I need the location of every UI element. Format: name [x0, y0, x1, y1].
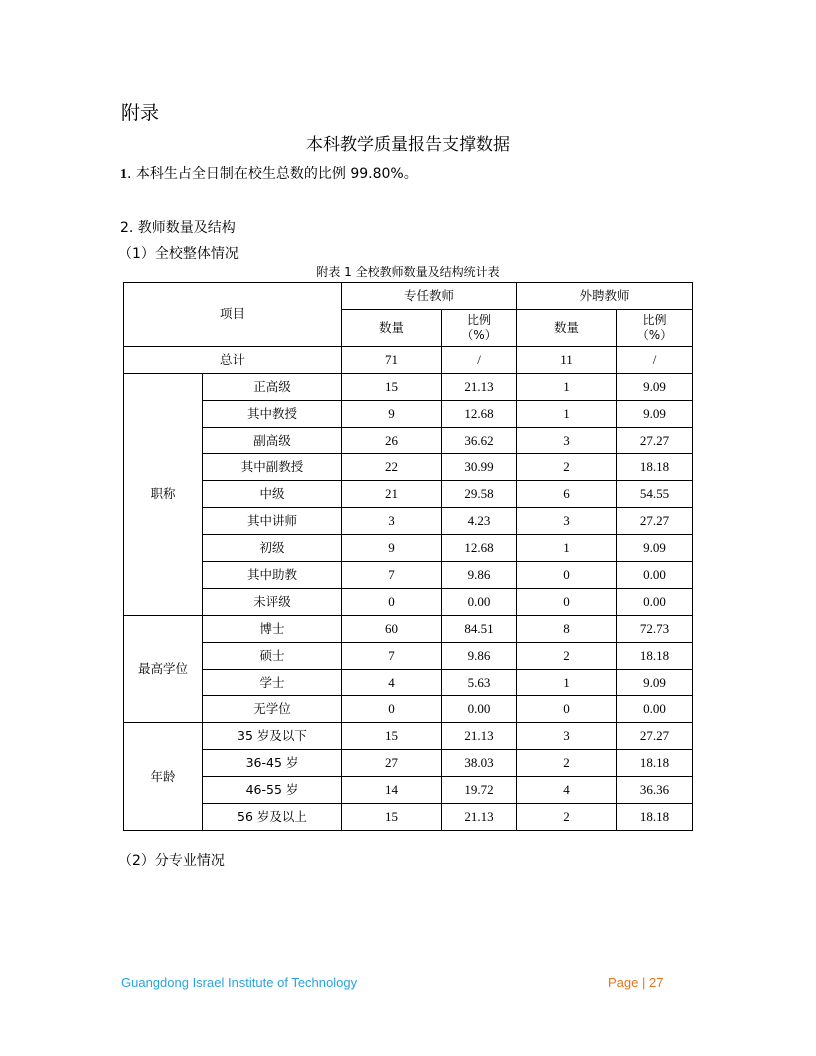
ext-count: 2 [517, 454, 617, 481]
header-item: 项目 [124, 283, 342, 347]
full-ratio: 21.13 [442, 804, 517, 831]
ext-ratio: 27.27 [617, 723, 693, 750]
row-label: 36-45 岁 [203, 750, 342, 777]
subsection-2-heading: （2）分专业情况 [118, 853, 225, 869]
full-ratio: 12.68 [442, 400, 517, 427]
full-ratio: 21.13 [442, 373, 517, 400]
ext-ratio: 18.18 [617, 454, 693, 481]
header-full-time: 专任教师 [342, 283, 517, 310]
full-count: 4 [342, 669, 442, 696]
ext-count: 4 [517, 777, 617, 804]
total-label: 总计 [124, 346, 342, 373]
total-full-ratio: / [442, 346, 517, 373]
table-row [124, 804, 693, 831]
footer-institution: Guangdong Israel Institute of Technology [121, 975, 358, 990]
table-row [124, 642, 693, 669]
ext-ratio: 9.09 [617, 535, 693, 562]
ext-count: 0 [517, 588, 617, 615]
report-title: 本科教学质量报告支撑数据 [306, 135, 510, 155]
full-count: 14 [342, 777, 442, 804]
ext-count: 3 [517, 723, 617, 750]
full-ratio: 29.58 [442, 481, 517, 508]
item-1-body: . 本科生占全日制在校生总数的比例 99.80%。 [127, 166, 418, 182]
item-1-number: 1 [120, 167, 127, 182]
header-full-ratio: 比例 （%） [442, 309, 517, 346]
ext-count: 3 [517, 427, 617, 454]
ext-count: 1 [517, 535, 617, 562]
ext-count: 2 [517, 804, 617, 831]
ext-ratio: 0.00 [617, 588, 693, 615]
header-ext-count: 数量 [517, 309, 617, 346]
full-count: 26 [342, 427, 442, 454]
total-ext-count: 11 [517, 346, 617, 373]
full-ratio: 38.03 [442, 750, 517, 777]
table-row [124, 373, 693, 400]
row-label: 未评级 [203, 588, 342, 615]
full-count: 3 [342, 508, 442, 535]
table-row [124, 615, 693, 642]
ext-ratio: 9.09 [617, 669, 693, 696]
ext-ratio: 18.18 [617, 804, 693, 831]
full-count: 9 [342, 400, 442, 427]
full-count: 27 [342, 750, 442, 777]
table-row [124, 427, 693, 454]
full-count: 21 [342, 481, 442, 508]
ext-count: 2 [517, 642, 617, 669]
ext-count: 6 [517, 481, 617, 508]
row-label: 中级 [203, 481, 342, 508]
table-row [124, 508, 693, 535]
ext-ratio: 9.09 [617, 373, 693, 400]
table-caption: 附表 1 全校教师数量及结构统计表 [316, 265, 500, 279]
row-label: 35 岁及以下 [203, 723, 342, 750]
ext-ratio: 72.73 [617, 615, 693, 642]
ext-count: 0 [517, 562, 617, 589]
total-ext-ratio: / [617, 346, 693, 373]
row-label: 正高级 [203, 373, 342, 400]
full-ratio: 21.13 [442, 723, 517, 750]
full-ratio: 19.72 [442, 777, 517, 804]
item-1-text [120, 163, 418, 183]
table-row [124, 777, 693, 804]
full-count: 7 [342, 562, 442, 589]
ext-ratio: 27.27 [617, 427, 693, 454]
full-count: 0 [342, 588, 442, 615]
ext-ratio: 54.55 [617, 481, 693, 508]
row-label: 无学位 [203, 696, 342, 723]
table-row [124, 723, 693, 750]
full-ratio: 0.00 [442, 588, 517, 615]
table-row [124, 696, 693, 723]
row-label: 其中副教授 [203, 454, 342, 481]
ext-ratio: 18.18 [617, 750, 693, 777]
header-external: 外聘教师 [517, 283, 693, 310]
row-label: 初级 [203, 535, 342, 562]
table-row [124, 535, 693, 562]
table-row [124, 481, 693, 508]
ext-count: 8 [517, 615, 617, 642]
table-row [124, 454, 693, 481]
ext-ratio: 36.36 [617, 777, 693, 804]
group-label: 职称 [124, 373, 203, 615]
header-ext-ratio: 比例 （%） [617, 309, 693, 346]
ext-count: 2 [517, 750, 617, 777]
row-label: 副高级 [203, 427, 342, 454]
ext-ratio: 0.00 [617, 562, 693, 589]
row-label: 学士 [203, 669, 342, 696]
full-ratio: 0.00 [442, 696, 517, 723]
group-label: 年龄 [124, 723, 203, 831]
ext-count: 1 [517, 669, 617, 696]
row-label: 其中教授 [203, 400, 342, 427]
table-row [124, 669, 693, 696]
ext-count: 0 [517, 696, 617, 723]
table-row [124, 400, 693, 427]
full-count: 22 [342, 454, 442, 481]
full-ratio: 5.63 [442, 669, 517, 696]
ext-count: 1 [517, 373, 617, 400]
table-row [124, 562, 693, 589]
full-ratio: 30.99 [442, 454, 517, 481]
item-2-heading: 2. 教师数量及结构 [120, 220, 236, 236]
appendix-heading: 附录 [121, 102, 160, 124]
full-count: 60 [342, 615, 442, 642]
ext-ratio: 27.27 [617, 508, 693, 535]
row-label: 其中助教 [203, 562, 342, 589]
row-label: 硕士 [203, 642, 342, 669]
subsection-1-heading: （1）全校整体情况 [118, 246, 239, 262]
row-label: 56 岁及以上 [203, 804, 342, 831]
full-ratio: 9.86 [442, 562, 517, 589]
ext-ratio: 18.18 [617, 642, 693, 669]
row-label: 46-55 岁 [203, 777, 342, 804]
teacher-stats-table [123, 282, 693, 831]
row-label: 其中讲师 [203, 508, 342, 535]
full-ratio: 12.68 [442, 535, 517, 562]
header-full-count: 数量 [342, 309, 442, 346]
full-ratio: 9.86 [442, 642, 517, 669]
full-count: 9 [342, 535, 442, 562]
full-count: 7 [342, 642, 442, 669]
total-full-count: 71 [342, 346, 442, 373]
full-ratio: 84.51 [442, 615, 517, 642]
full-ratio: 36.62 [442, 427, 517, 454]
full-count: 15 [342, 723, 442, 750]
ext-count: 1 [517, 400, 617, 427]
ext-count: 3 [517, 508, 617, 535]
full-count: 0 [342, 696, 442, 723]
ext-ratio: 0.00 [617, 696, 693, 723]
full-ratio: 4.23 [442, 508, 517, 535]
table-row [124, 588, 693, 615]
table-row [124, 750, 693, 777]
row-label: 博士 [203, 615, 342, 642]
ext-ratio: 9.09 [617, 400, 693, 427]
full-count: 15 [342, 373, 442, 400]
full-count: 15 [342, 804, 442, 831]
group-label: 最高学位 [124, 615, 203, 723]
table-row-total [124, 346, 693, 373]
footer-page-number: Page | 27 [608, 975, 664, 990]
